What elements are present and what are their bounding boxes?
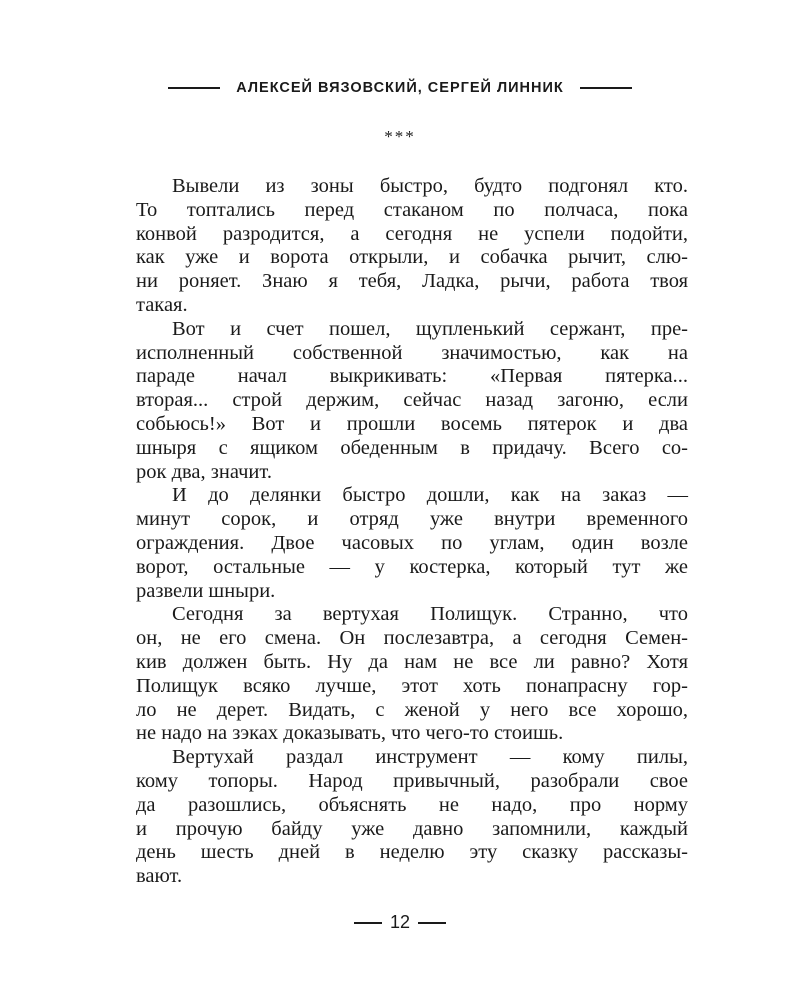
- header-rule-left: [168, 87, 220, 89]
- folio-dash-right: [418, 922, 446, 924]
- header-authors: АЛЕКСЕЙ ВЯЗОВСКИЙ, СЕРГЕЙ ЛИННИК: [236, 80, 564, 96]
- text-line: не надо на зэках доказывать, что чего-то стоишь.: [136, 722, 564, 745]
- text-line: ворот, остальные — у костерка, который тут же: [136, 555, 688, 578]
- text-line: конвой разродится, а сегодня не успели подойти,: [136, 222, 688, 245]
- text-line: ни роняет. Знаю я тебя, Ладка, рычи, работа твоя: [136, 270, 688, 293]
- text-line: вают.: [136, 865, 183, 888]
- text-line: кив должен быть. Ну да нам не все ли равно? Хотя: [136, 650, 688, 673]
- text-line: шныря с ящиком обеденным в придачу. Всего со-: [136, 436, 688, 459]
- page-number: 12: [389, 912, 411, 932]
- text-line: собьюсь!» Вот и прошли восемь пятерок и два: [136, 412, 688, 435]
- page-folio: [0, 912, 800, 933]
- text-line: да разошлись, объяснять не надо, про норму: [136, 793, 688, 816]
- section-separator: ***: [384, 127, 416, 146]
- text-line: и прочую байду уже давно запомнили, каждый: [136, 817, 688, 840]
- text-line: как уже и ворота открыли, и собачка рычит, слю-: [136, 246, 688, 269]
- text-line: он, не его смена. Он послезавтра, а сегодня Семен-: [136, 627, 688, 650]
- text-line: вторая... строй держим, сейчас назад загоню, если: [136, 389, 688, 412]
- text-line: И до делянки быстро дошли, как на заказ —: [172, 484, 688, 507]
- folio-dash-left: [354, 922, 382, 924]
- text-line: кому топоры. Народ привычный, разобрали свое: [136, 769, 688, 792]
- body-text: [136, 175, 688, 889]
- text-line: То топтались перед стаканом по полчаса, пока: [136, 198, 688, 221]
- text-line: день шесть дней в неделю эту сказку рассказы-: [136, 841, 688, 864]
- text-line: Сегодня за вертухая Полищук. Странно, что: [172, 603, 688, 626]
- text-line: Полищук всяко лучше, этот хоть понапрасну гор-: [136, 674, 688, 697]
- text-line: Вот и счет пошел, щупленький сержант, пре-: [172, 317, 688, 340]
- running-header: [0, 76, 800, 100]
- text-line: рок два, значит.: [136, 460, 272, 483]
- text-line: Вертухай раздал инструмент — кому пилы,: [172, 746, 688, 769]
- text-line: развели шныри.: [136, 579, 276, 602]
- text-line: ограждения. Двое часовых по углам, один возле: [136, 531, 688, 554]
- header-rule-right: [580, 87, 632, 89]
- text-line: минут сорок, и отряд уже внутри временного: [136, 508, 688, 531]
- text-line: Вывели из зоны быстро, будто подгонял кто.: [172, 175, 688, 197]
- text-line: такая.: [136, 293, 188, 316]
- text-line: параде начал выкрикивать: «Первая пятерка...: [136, 365, 688, 388]
- text-line: исполненный собственной значимостью, как на: [136, 341, 688, 364]
- text-line: ло не дерет. Видать, с женой у него все хорошо,: [136, 698, 688, 721]
